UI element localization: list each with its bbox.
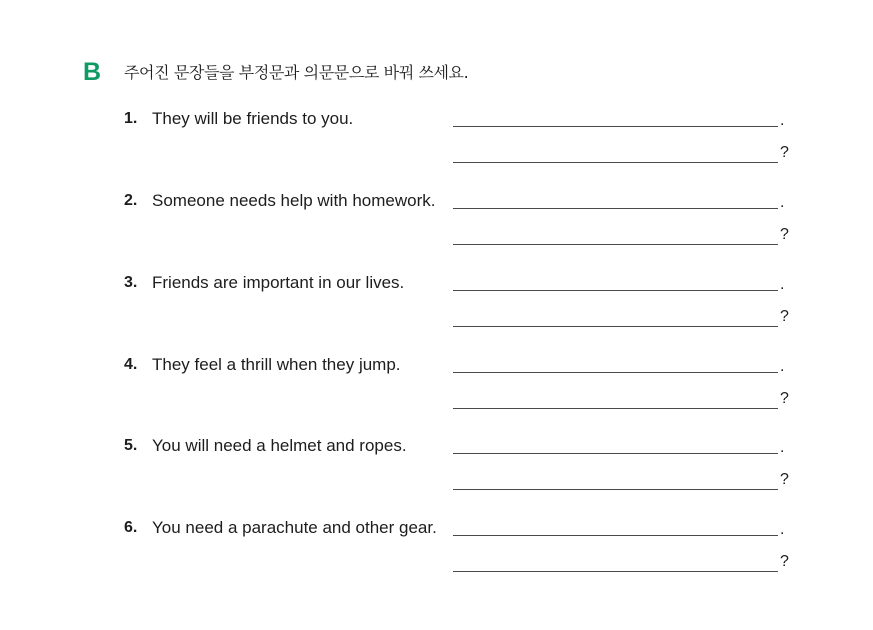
negative-answer-line[interactable] [453,453,778,454]
item-sentence: Friends are important in our lives. [152,273,405,292]
question-answer-line[interactable] [453,571,778,572]
item-number: 4. [124,356,138,373]
negative-period: . [780,358,785,375]
question-mark: ? [780,308,789,325]
question-mark: ? [780,226,789,243]
exercise-item [0,191,873,271]
item-sentence: They will be friends to you. [152,109,354,128]
negative-period: . [780,521,785,538]
negative-period: . [780,276,785,293]
question-answer-line[interactable] [453,244,778,245]
question-mark: ? [780,144,789,161]
item-number: 1. [124,110,138,127]
negative-answer-line[interactable] [453,372,778,373]
exercise-item [0,355,873,435]
negative-answer-line[interactable] [453,126,778,127]
item-sentence: You need a parachute and other gear. [152,518,437,537]
negative-period: . [780,112,785,129]
question-mark: ? [780,553,789,570]
exercise-item [0,273,873,353]
question-answer-line[interactable] [453,408,778,409]
question-mark: ? [780,471,789,488]
item-number: 5. [124,437,138,454]
item-number: 3. [124,274,138,291]
negative-period: . [780,194,785,211]
question-mark: ? [780,390,789,407]
exercise-item [0,518,873,598]
negative-period: . [780,439,785,456]
exercise-item [0,109,873,189]
question-answer-line[interactable] [453,326,778,327]
section-instruction: 주어진 문장들을 부정문과 의문문으로 바꿔 쓰세요. [124,63,469,82]
item-number: 6. [124,519,138,536]
section-letter: B [83,58,102,86]
item-sentence: Someone needs help with homework. [152,191,436,210]
question-answer-line[interactable] [453,162,778,163]
item-sentence: They feel a thrill when they jump. [152,355,401,374]
exercise-item [0,436,873,516]
question-answer-line[interactable] [453,489,778,490]
item-sentence: You will need a helmet and ropes. [152,436,407,455]
negative-answer-line[interactable] [453,535,778,536]
negative-answer-line[interactable] [453,208,778,209]
item-number: 2. [124,192,138,209]
negative-answer-line[interactable] [453,290,778,291]
